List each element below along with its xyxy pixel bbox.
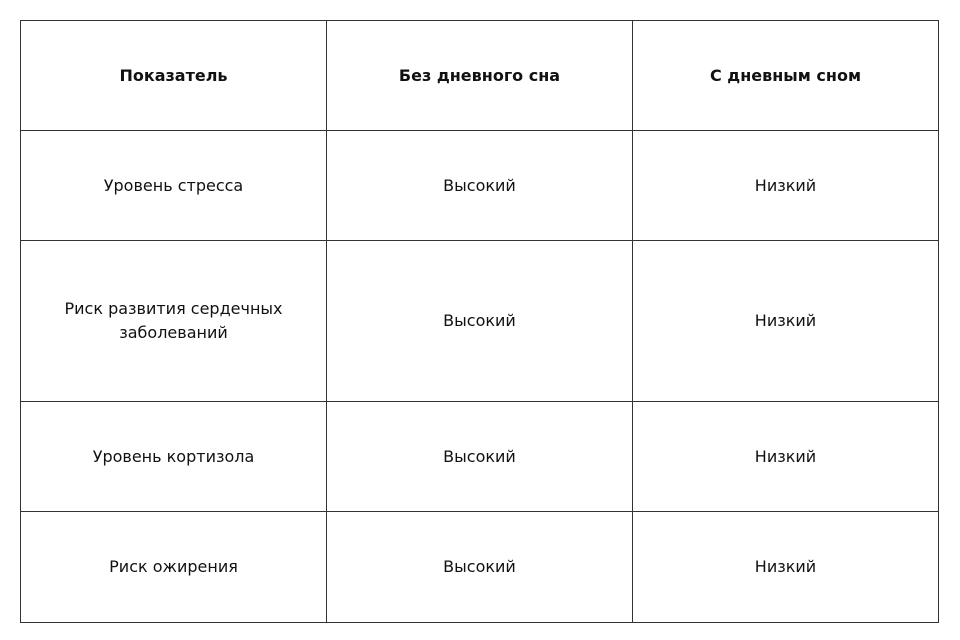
- table-row: [21, 131, 939, 241]
- table-header-row: [21, 21, 939, 131]
- header-indicator: Показатель: [21, 21, 327, 131]
- row-indicator: Уровень кортизола: [21, 402, 327, 512]
- table-row: [21, 512, 939, 623]
- row-indicator: Уровень стресса: [21, 131, 327, 241]
- header-with-nap: С дневным сном: [633, 21, 939, 131]
- value-with-nap: Низкий: [633, 402, 939, 512]
- value-with-nap: Низкий: [633, 131, 939, 241]
- value-with-nap: Низкий: [633, 512, 939, 623]
- comparison-table: [20, 20, 939, 623]
- value-without-nap: Высокий: [327, 512, 633, 623]
- value-without-nap: Высокий: [327, 241, 633, 402]
- value-without-nap: Высокий: [327, 131, 633, 241]
- table-row: [21, 241, 939, 402]
- value-without-nap: Высокий: [327, 402, 633, 512]
- row-indicator: Риск развития сердечных заболеваний: [21, 241, 327, 402]
- table-row: [21, 402, 939, 512]
- header-without-nap: Без дневного сна: [327, 21, 633, 131]
- value-with-nap: Низкий: [633, 241, 939, 402]
- row-indicator: Риск ожирения: [21, 512, 327, 623]
